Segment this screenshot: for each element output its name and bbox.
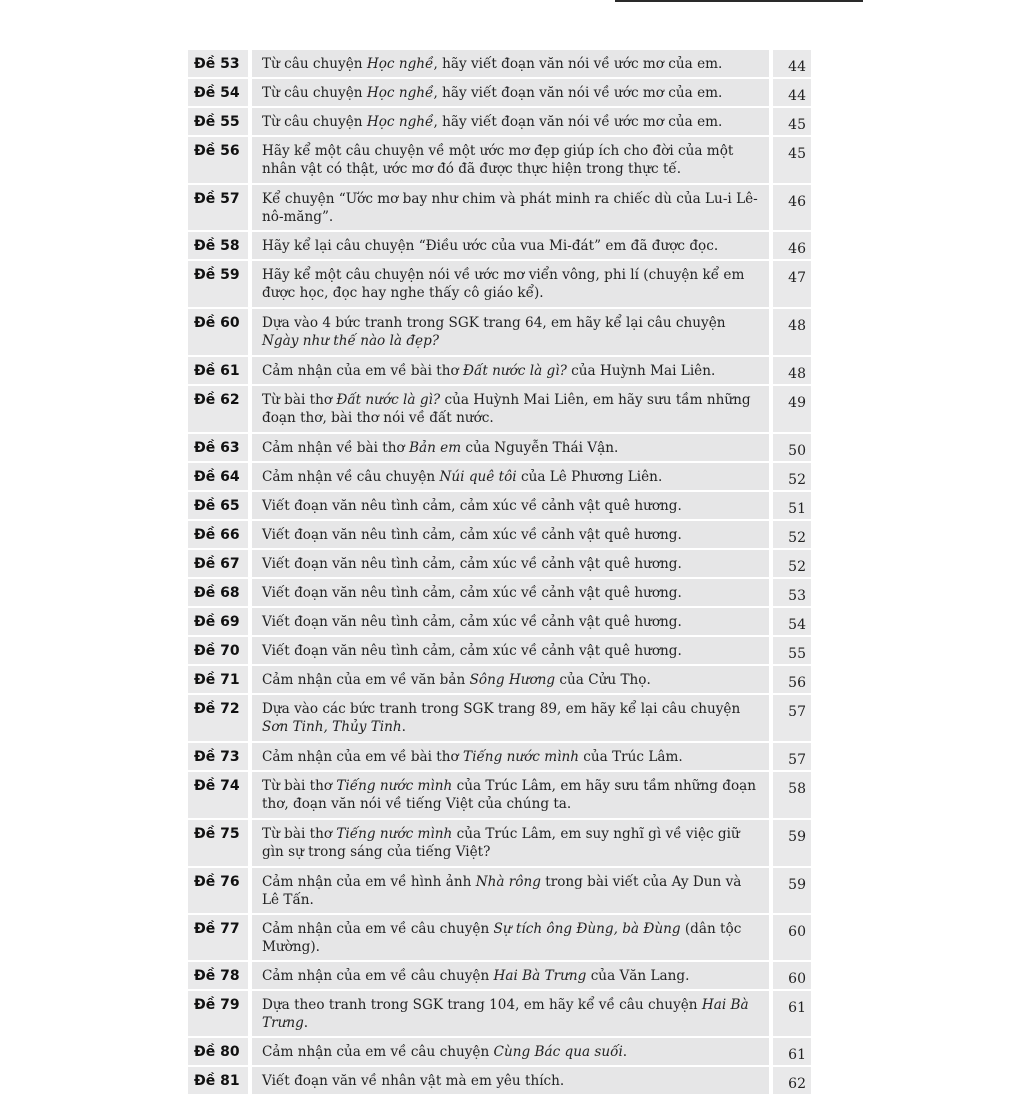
toc-number-cell [188, 50, 252, 79]
toc-title-text: Hãy kể một câu chuyện nói về ước mơ viển vông, phi lí (chuyện kể em được học, đọc hay nghe thấy cô giáo kể). [262, 267, 745, 301]
toc-page-cell [773, 357, 811, 386]
toc-title-cell [252, 357, 773, 386]
toc-row[interactable] [188, 357, 811, 386]
toc-number: Đề 59 [194, 267, 240, 283]
toc-title-italic: Đất nước là gì? [336, 392, 441, 408]
toc-title-italic: Sự tích ông Đùng, bà Đùng [493, 921, 681, 937]
toc-page-number: 57 [788, 704, 806, 720]
toc-number: Đề 55 [194, 114, 240, 130]
toc-table [188, 50, 811, 1096]
toc-title-text: Cảm nhận của em về bài thơ [262, 363, 464, 379]
toc-page-number: 58 [788, 781, 806, 797]
toc-title-text: , hãy viết đoạn văn nói về ước mơ của em. [433, 56, 723, 72]
toc-title-cell [252, 434, 773, 463]
toc-title [252, 521, 769, 548]
toc-number: Đề 62 [194, 392, 240, 408]
toc-row[interactable] [188, 185, 811, 232]
toc-title-italic: Hai Bà Trưng [262, 997, 749, 1031]
toc-title-text: Từ bài thơ [262, 826, 337, 842]
toc-page-number: 44 [788, 59, 806, 75]
toc-title-text: , hãy viết đoạn văn nói về ước mơ của em. [433, 114, 723, 130]
toc-title-cell [252, 1038, 773, 1067]
toc-title-italic: Hai Bà Trưng [493, 968, 587, 984]
toc-number-cell [188, 521, 252, 550]
toc-row[interactable] [188, 695, 811, 743]
toc-page-cell [773, 50, 811, 79]
toc-title-text: Cảm nhận về bài thơ [262, 440, 409, 456]
toc-page-cell [773, 991, 811, 1038]
toc-page-cell [773, 79, 811, 108]
toc-number-cell [188, 79, 252, 108]
toc-page-cell [773, 108, 811, 137]
toc-page-cell [773, 185, 811, 232]
toc-page-cell [773, 261, 811, 309]
toc-number-cell [188, 579, 252, 608]
toc-page-cell [773, 608, 811, 637]
toc-number-cell [188, 386, 252, 434]
toc-number-cell [188, 991, 252, 1038]
toc-title-italic: Đất nước là gì? [463, 363, 567, 379]
toc-title-italic: Núi quê tôi [439, 469, 517, 485]
toc-title-italic: Cùng Bác qua suối [493, 1044, 623, 1060]
toc-row[interactable] [188, 637, 811, 666]
toc-title-text: của Huỳnh Mai Liên. [566, 363, 716, 379]
toc-page-number: 45 [788, 117, 806, 133]
toc-number: Đề 56 [194, 143, 240, 159]
toc-title [252, 492, 769, 519]
toc-title-italic: Sông Hương [469, 672, 556, 688]
toc-number: Đề 64 [194, 469, 240, 485]
toc-title-text: Viết đoạn văn nêu tình cảm, cảm xúc về cảnh vật quê hương. [262, 498, 682, 514]
toc-number: Đề 67 [194, 556, 240, 572]
toc-number-cell [188, 357, 252, 386]
toc-number: Đề 78 [194, 968, 240, 984]
toc-number-cell [188, 820, 252, 868]
toc-page-number: 61 [788, 1000, 806, 1016]
toc-number-cell [188, 743, 252, 772]
toc-number: Đề 81 [194, 1073, 240, 1089]
toc-title [252, 915, 769, 960]
toc-title [252, 608, 769, 635]
toc-number: Đề 58 [194, 238, 240, 254]
toc-title [252, 357, 769, 384]
toc-number-cell [188, 261, 252, 309]
toc-title-cell [252, 743, 773, 772]
toc-title-text: Dựa vào các bức tranh trong SGK trang 89, em hãy kể lại câu chuyện [262, 701, 741, 717]
toc-number: Đề 63 [194, 440, 240, 456]
toc-title-cell [252, 261, 773, 309]
toc-title [252, 868, 769, 913]
toc-title [252, 261, 769, 306]
toc-title-text: , hãy viết đoạn văn nói về ước mơ của em. [433, 85, 723, 101]
toc-title-text: . [622, 1044, 628, 1060]
toc-page-cell [773, 550, 811, 579]
toc-row[interactable] [188, 962, 811, 991]
toc-number: Đề 74 [194, 778, 240, 794]
toc-row[interactable] [188, 550, 811, 579]
toc-title-cell [252, 820, 773, 868]
toc-title [252, 386, 769, 431]
toc-page-cell [773, 521, 811, 550]
toc-title-italic: Nhà rông [475, 874, 541, 890]
toc-row[interactable] [188, 772, 811, 820]
toc-title [252, 666, 769, 693]
toc-title [252, 309, 769, 354]
toc-number-cell [188, 463, 252, 492]
toc-page-number: 52 [788, 530, 806, 546]
toc-page-number: 59 [788, 829, 806, 845]
toc-title [252, 1067, 769, 1094]
toc-number: Đề 68 [194, 585, 240, 601]
toc-page-cell [773, 1067, 811, 1096]
toc-number: Đề 76 [194, 874, 240, 890]
toc-title [252, 463, 769, 490]
toc-title [252, 772, 769, 817]
toc-title [252, 79, 769, 106]
toc-title-text: Viết đoạn văn nêu tình cảm, cảm xúc về cảnh vật quê hương. [262, 614, 682, 630]
toc-page-number: 57 [788, 752, 806, 768]
toc-title [252, 550, 769, 577]
toc-title-text: Viết đoạn văn nêu tình cảm, cảm xúc về cảnh vật quê hương. [262, 643, 682, 659]
toc-title [252, 1038, 769, 1065]
toc-row[interactable] [188, 743, 811, 772]
toc-title-text: Cảm nhận của em về câu chuyện [262, 968, 494, 984]
toc-number-cell [188, 1067, 252, 1096]
toc-page-cell [773, 309, 811, 357]
toc-page-cell [773, 820, 811, 868]
toc-page-number: 45 [788, 146, 806, 162]
toc-page-number: 55 [788, 646, 806, 662]
toc-page-cell [773, 434, 811, 463]
toc-title-cell [252, 492, 773, 521]
toc-title-text: của Trúc Lâm, em suy nghĩ gì về việc giữ gìn sự trong sáng của tiếng Việt? [262, 826, 740, 860]
toc-title-italic: Học nghề [366, 56, 434, 72]
toc-row[interactable] [188, 915, 811, 962]
toc-page-cell [773, 492, 811, 521]
toc-title-cell [252, 868, 773, 915]
toc-page-cell [773, 868, 811, 915]
toc-page-number: 52 [788, 472, 806, 488]
toc-title [252, 108, 769, 135]
toc-number: Đề 73 [194, 749, 240, 765]
toc-number: Đề 61 [194, 363, 240, 379]
toc-page-number: 60 [788, 924, 806, 940]
toc-title-cell [252, 309, 773, 357]
toc-title [252, 50, 769, 77]
toc-title-cell [252, 550, 773, 579]
toc-title-text: Dựa vào 4 bức tranh trong SGK trang 64, em hãy kể lại câu chuyện [262, 315, 726, 331]
toc-page-number: 56 [788, 675, 806, 691]
toc-page-cell [773, 666, 811, 695]
toc-row[interactable] [188, 434, 811, 463]
toc-title-cell [252, 79, 773, 108]
toc-number-cell [188, 232, 252, 261]
top-rule [615, 0, 863, 2]
toc-number-cell [188, 666, 252, 695]
toc-page-number: 51 [788, 501, 806, 517]
toc-title [252, 637, 769, 664]
toc-page-number: 46 [788, 241, 806, 257]
toc-number: Đề 77 [194, 921, 240, 937]
toc-title-text: . [303, 1015, 309, 1031]
toc-title-text: của Huỳnh Mai Liên, em hãy sưu tầm những đoạn thơ, bài thơ nói về đất nước. [262, 392, 751, 426]
toc-page-cell [773, 232, 811, 261]
toc-title-cell [252, 666, 773, 695]
toc-title-cell [252, 50, 773, 79]
toc-title-italic: Bản em [408, 440, 462, 456]
toc-title-text: Từ câu chuyện [262, 85, 367, 101]
toc-title-text: của Văn Lang. [586, 968, 690, 984]
toc-number-cell [188, 550, 252, 579]
toc-number-cell [188, 915, 252, 962]
toc-number-cell [188, 137, 252, 185]
toc-title-cell [252, 962, 773, 991]
toc-page-cell [773, 695, 811, 743]
toc-title-cell [252, 579, 773, 608]
toc-title-text: (dân tộc Mường). [262, 921, 742, 955]
toc-number-cell [188, 868, 252, 915]
toc-row[interactable] [188, 463, 811, 492]
toc-number: Đề 65 [194, 498, 240, 514]
toc-title-text: Viết đoạn văn nêu tình cảm, cảm xúc về cảnh vật quê hương. [262, 585, 682, 601]
toc-page-cell [773, 962, 811, 991]
toc-page-number: 59 [788, 877, 806, 893]
toc-title-text: của Cửu Thọ. [555, 672, 651, 688]
toc-page-number: 52 [788, 559, 806, 575]
toc-title-cell [252, 521, 773, 550]
toc-number: Đề 66 [194, 527, 240, 543]
toc-page-number: 60 [788, 971, 806, 987]
toc-title-text: Từ bài thơ [262, 392, 337, 408]
toc-number-cell [188, 962, 252, 991]
toc-page-number: 49 [788, 395, 806, 411]
toc-title-cell [252, 463, 773, 492]
toc-title-text: Cảm nhận của em về câu chuyện [262, 1044, 494, 1060]
toc-row[interactable] [188, 261, 811, 309]
toc-title-text: Cảm nhận về câu chuyện [262, 469, 440, 485]
toc-title-text: Dựa theo tranh trong SGK trang 104, em hãy kể về câu chuyện [262, 997, 702, 1013]
toc-title-cell [252, 232, 773, 261]
toc-title-cell [252, 608, 773, 637]
toc-title-cell [252, 772, 773, 820]
toc-number-cell [188, 309, 252, 357]
toc-title-cell [252, 185, 773, 232]
toc-row[interactable] [188, 579, 811, 608]
toc-row[interactable] [188, 492, 811, 521]
toc-number: Đề 60 [194, 315, 240, 331]
toc-number-cell [188, 772, 252, 820]
toc-number-cell [188, 108, 252, 137]
toc-title-text: Từ câu chuyện [262, 56, 367, 72]
toc-title-italic: Tiếng nước mình [463, 749, 579, 765]
toc-page-number: 53 [788, 588, 806, 604]
toc-page-cell [773, 137, 811, 185]
toc-title-text: Cảm nhận của em về bài thơ [262, 749, 464, 765]
toc-page-cell [773, 637, 811, 666]
toc-title [252, 962, 769, 989]
toc-page-cell [773, 579, 811, 608]
toc-row[interactable] [188, 137, 811, 185]
toc-title-text: trong bài viết của Ay Dun và Lê Tấn. [262, 874, 742, 908]
toc-number-cell [188, 1038, 252, 1067]
toc-title-italic: Học nghề [366, 114, 434, 130]
toc-title [252, 185, 769, 230]
toc-page-number: 54 [788, 617, 806, 633]
toc-row[interactable] [188, 868, 811, 915]
toc-title-text: của Nguyễn Thái Vận. [461, 440, 619, 456]
toc-row[interactable] [188, 820, 811, 868]
toc-page-cell [773, 772, 811, 820]
toc-number: Đề 79 [194, 997, 240, 1013]
toc-title-text: của Trúc Lâm, em hãy sưu tầm những đoạn thơ, đoạn văn nói về tiếng Việt của chúng ta. [262, 778, 757, 812]
toc-title-italic: Tiếng nước mình [336, 826, 453, 842]
toc-title-text: Cảm nhận của em về hình ảnh [262, 874, 476, 890]
toc-title [252, 820, 769, 865]
toc-page-cell [773, 743, 811, 772]
toc-number: Đề 53 [194, 56, 240, 72]
toc-title-italic: Học nghề [366, 85, 434, 101]
toc-title-text: . [401, 719, 406, 735]
toc-page-number: 61 [788, 1047, 806, 1063]
toc-row[interactable] [188, 232, 811, 261]
toc-page-cell [773, 463, 811, 492]
toc-page-cell [773, 386, 811, 434]
toc-number: Đề 70 [194, 643, 240, 659]
toc-row[interactable] [188, 608, 811, 637]
toc-row[interactable] [188, 991, 811, 1038]
toc-title-text: Viết đoạn văn nêu tình cảm, cảm xúc về cảnh vật quê hương. [262, 527, 682, 543]
toc-number: Đề 69 [194, 614, 240, 630]
toc-number-cell [188, 492, 252, 521]
toc-row[interactable] [188, 666, 811, 695]
toc-title [252, 434, 769, 461]
toc-row[interactable] [188, 79, 811, 108]
toc-title-cell [252, 991, 773, 1038]
toc-number: Đề 71 [194, 672, 240, 688]
toc-title-cell [252, 1067, 773, 1096]
toc-row[interactable] [188, 1038, 811, 1067]
toc-page-number: 47 [788, 270, 806, 286]
toc-number: Đề 54 [194, 85, 240, 101]
toc-page-number: 44 [788, 88, 806, 104]
toc-title-text: Viết đoạn văn nêu tình cảm, cảm xúc về cảnh vật quê hương. [262, 556, 682, 572]
toc-title-text: của Trúc Lâm. [578, 749, 683, 765]
toc-title-cell [252, 137, 773, 185]
toc-page-number: 50 [788, 443, 806, 459]
toc-title-cell [252, 915, 773, 962]
toc-title-text: Cảm nhận của em về văn bản [262, 672, 470, 688]
toc-number-cell [188, 608, 252, 637]
toc-number: Đề 57 [194, 191, 240, 207]
toc-title-cell [252, 386, 773, 434]
toc-title-text: Từ bài thơ [262, 778, 337, 794]
toc-number: Đề 75 [194, 826, 240, 842]
toc-number-cell [188, 637, 252, 666]
toc-title-text: Hãy kể một câu chuyện về một ước mơ đẹp giúp ích cho đời của một nhân vật có thật, ước mơ đó đã được thực hiện trong thực tế. [262, 143, 734, 177]
toc-page-number: 62 [788, 1076, 806, 1092]
toc-title-cell [252, 637, 773, 666]
toc-row[interactable] [188, 50, 811, 79]
toc-title [252, 579, 769, 606]
toc-title [252, 695, 769, 740]
toc-number: Đề 80 [194, 1044, 240, 1060]
toc-page-number: 46 [788, 194, 806, 210]
toc-title [252, 137, 769, 182]
toc-title-text: Từ câu chuyện [262, 114, 367, 130]
toc-body [188, 50, 811, 1096]
toc-row[interactable] [188, 108, 811, 137]
toc-title-italic: Tiếng nước mình [336, 778, 453, 794]
toc-row[interactable] [188, 386, 811, 434]
toc-number-cell [188, 695, 252, 743]
toc-title-italic: Ngày như thế nào là đẹp? [262, 333, 440, 349]
toc-title-text: Viết đoạn văn về nhân vật mà em yêu thích. [262, 1073, 565, 1089]
toc-title-text: của Lê Phương Liên. [516, 469, 663, 485]
toc-title-text: Kể chuyện “Ước mơ bay như chim và phát minh ra chiếc dù của Lu-i Lê-nô-măng”. [262, 191, 758, 225]
toc-row[interactable] [188, 309, 811, 357]
toc-title-italic: Sơn Tinh, Thủy Tinh [262, 719, 402, 735]
toc-title-text: Hãy kể lại câu chuyện “Điều ước của vua Mi-đát” em đã được đọc. [262, 238, 719, 254]
toc-row[interactable] [188, 1067, 811, 1096]
toc-page-number: 48 [788, 318, 806, 334]
toc-title-cell [252, 695, 773, 743]
toc-row[interactable] [188, 521, 811, 550]
toc-title-text: Cảm nhận của em về câu chuyện [262, 921, 494, 937]
toc-number-cell [188, 434, 252, 463]
toc-number: Đề 72 [194, 701, 240, 717]
toc-title-cell [252, 108, 773, 137]
toc-page-cell [773, 1038, 811, 1067]
toc-page-number: 48 [788, 366, 806, 382]
toc-title [252, 743, 769, 770]
toc-title [252, 232, 769, 259]
toc-number-cell [188, 185, 252, 232]
toc-title [252, 991, 769, 1036]
toc-page-cell [773, 915, 811, 962]
